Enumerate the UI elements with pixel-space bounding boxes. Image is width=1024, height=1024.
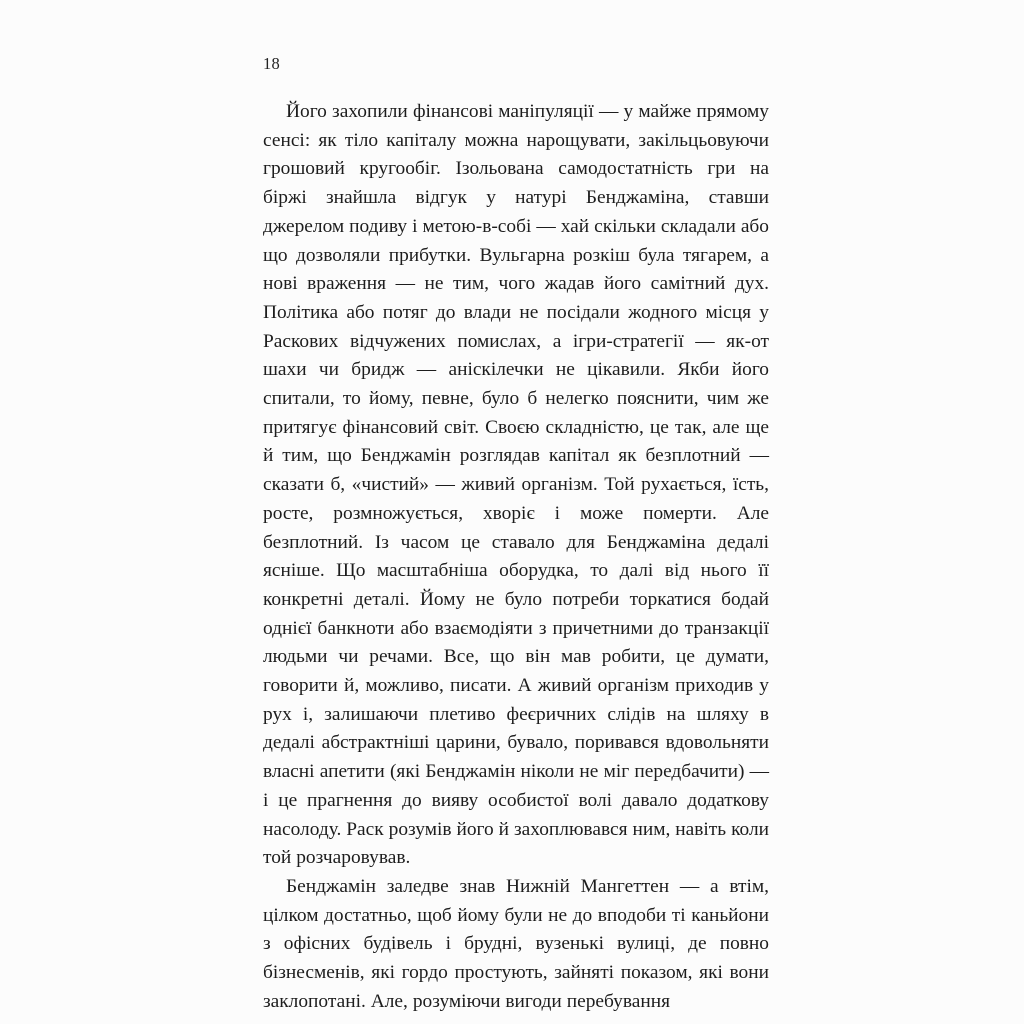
body-text-block [263,98,769,1017]
paragraph: Бенджамін заледве знав Нижній Мангеттен — а втім, цілком достатньо, щоб йому були не до вподоби ті каньйони з офісних будівель і брудні, вузенькі вулиці, де повно бізнесменів, які гордо простують, зайняті показом, які вони заклопотані. Але, розуміючи вигоди перебування [263,875,769,1012]
paragraph: Його захопили фінансові маніпуляції — у майже прямому сенсі: як тіло капіталу можна нарощувати, закільцьовуючи грошовий кругообіг. Ізольована самодостатність гри на біржі знайшла відгук у натурі Бенджаміна, ставши джерелом подиву і метою-в-собі — хай скільки складали або що дозволяли прибутки. Вульгарна розкіш була тягарем, а нові враження — не тим, чого жадав його самітний дух. Політика або потяг до влади не посідали жодного місця у Раскових відчужених помислах, а ігри-стратегії — як-от шахи чи бридж — аніскілечки не цікавили. Якби його спитали, то йому, певне, було б нелегко пояснити, чим же притягує фінансовий світ. Своєю складністю, це так, але ще й тим, що Бенджамін розглядав капітал як безплотний — сказати б, «чистий» — живий організм. Той рухається, їсть, росте, розмножується, хворіє і може померти. Але безплотний. Із часом це ставало для Бенджаміна дедалі ясніше. Що масштабніша оборудка, то далі від нього її конкретні деталі. Йому не було потреби торкатися бодай однієї банкноти або взаємодіяти з причетними до транзакції людьми чи речами. Все, що він мав робити, це думати, говорити й, можливо, писати. А живий організм приходив у рух і, залишаючи плетиво феєричних слідів на шляху в дедалі абстрактніші царини, бувало, поривався вдовольняти власні апетити (які Бенджамін ніколи не міг передбачити) — і це прагнення до вияву особистої волі давало додаткову насолоду. Раск розумів його й захоплювався ним, навіть коли той розчаровував. [263,101,769,869]
page-number: 18 [263,54,280,73]
